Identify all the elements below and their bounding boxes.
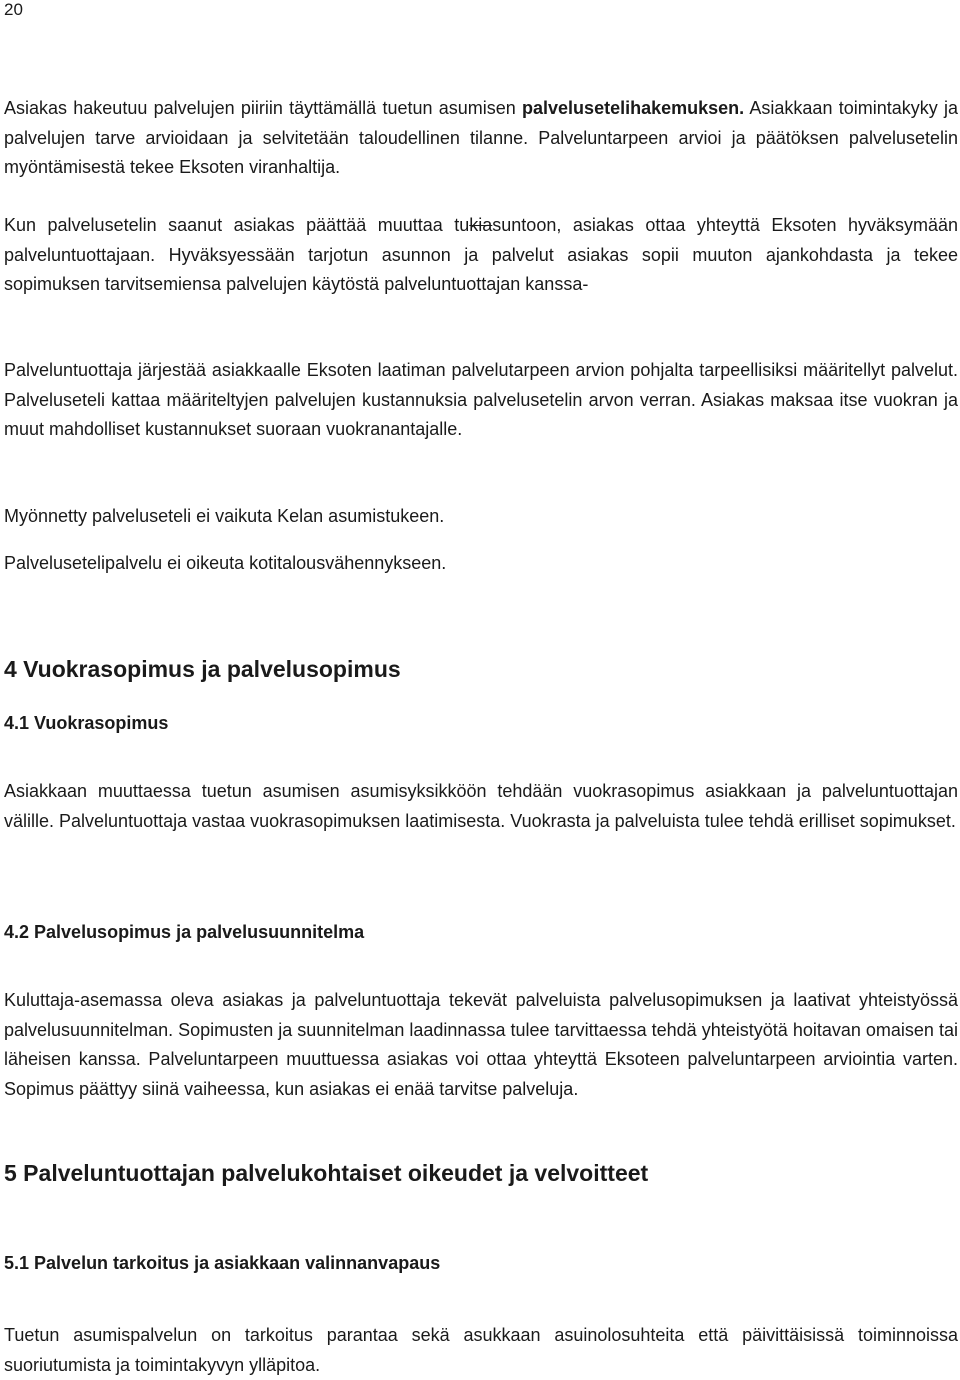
- lease-paragraph: Asiakkaan muuttaessa tuetun asumisen asumisyksikköön tehdään vuokrasopimus asiakkaan ja palveluntuottajan välille. Palveluntuottaja vastaa vuokrasopimuksen laatimisesta. Vuokrasta ja palveluista tulee tehdä erilliset sopimukset.: [4, 781, 958, 831]
- section-4-1-heading: 4.1 Vuokrasopimus: [4, 713, 169, 733]
- moving-text-post: suntoon, asiakas ottaa yhteyttä Eksoten hyväksymään palveluntuottajaan. Hyväksyessään tarjotun asunnon ja palvelut asiakas sopii muuton ajankohdasta ja tekee sopimuksen tarvitsemiensa palvelujen käytöstä palveluntuottajan kanssa-: [4, 215, 959, 294]
- service-purpose-paragraph: Tuetun asumispalvelun on tarkoitus parantaa sekä asukkaan asuinolosuhteita että päivittäisissä toiminnoissa suoriutumista ja toimintakyvyn ylläpitoa.: [4, 1325, 958, 1375]
- provider-paragraph: Palveluntuottaja järjestää asiakkaalle Eksoten laatiman palvelutarpeen arvion pohjalta tarpeellisiksi määritellyt palvelut. Palveluseteli kattaa määriteltyjen palvelujen kustannuksia palvelusetelin arvon verran. Asiakas maksaa itse vuokran ja muut mahdolliset kustannukset suoraan vuokranantajalle.: [4, 360, 958, 439]
- intro-text: Asiakas hakeutuu palvelujen piiriin täyttämällä tuetun asumisen: [4, 98, 516, 118]
- intro-bold-term: palvelusetelihakemuksen.: [522, 98, 745, 118]
- moving-paragraph: [4, 211, 958, 300]
- moving-text-pre: Kun palvelusetelin saanut asiakas päättää muuttaa tu: [4, 215, 470, 235]
- section-4-2-heading: 4.2 Palvelusopimus ja palvelusuunnitelma: [4, 922, 365, 942]
- housing-allowance-paragraph: Myönnetty palveluseteli ei vaikuta Kelan asumistukeen.: [4, 506, 445, 526]
- service-agreement-paragraph: Kuluttaja-asemassa oleva asiakas ja palveluntuottaja tekevät palveluista palvelusopimuksen ja laativat yhteistyössä palvelusuunnitelman. Sopimusten ja suunnitelman laadinnassa tulee tarvittaessa tehdä yhteistyötä hoitavan omaisen tai läheisen kanssa. Palveluntarpeen muuttuessa asiakas voi ottaa yhteyttä Eksoteen palveluntarpeen arviointia varten. Sopimus päättyy siinä vaiheessa, kun asiakas ei enää tarvitse palveluja.: [4, 990, 958, 1099]
- section-4-heading: 4 Vuokrasopimus ja palvelusopimus: [4, 656, 401, 682]
- page-number: 20: [4, 0, 23, 19]
- struck-text: kia: [469, 215, 493, 235]
- tax-deduction-paragraph: Palvelusetelipalvelu ei oikeuta kotitalousvähennykseen.: [4, 553, 447, 573]
- intro-paragraph: [4, 94, 958, 183]
- intro-text-rest: Asiakkaan toimintakyky ja palvelujen tarve arvioidaan ja selvitetään taloudellinen tilanne. Palveluntarpeen arvioi ja päätöksen palvelusetelin myöntämisestä tekee Eksoten viranhaltija.: [4, 98, 958, 177]
- section-5-heading: 5 Palveluntuottajan palvelukohtaiset oikeudet ja velvoitteet: [4, 1160, 649, 1186]
- section-5-1-heading: 5.1 Palvelun tarkoitus ja asiakkaan valinnanvapaus: [4, 1253, 441, 1273]
